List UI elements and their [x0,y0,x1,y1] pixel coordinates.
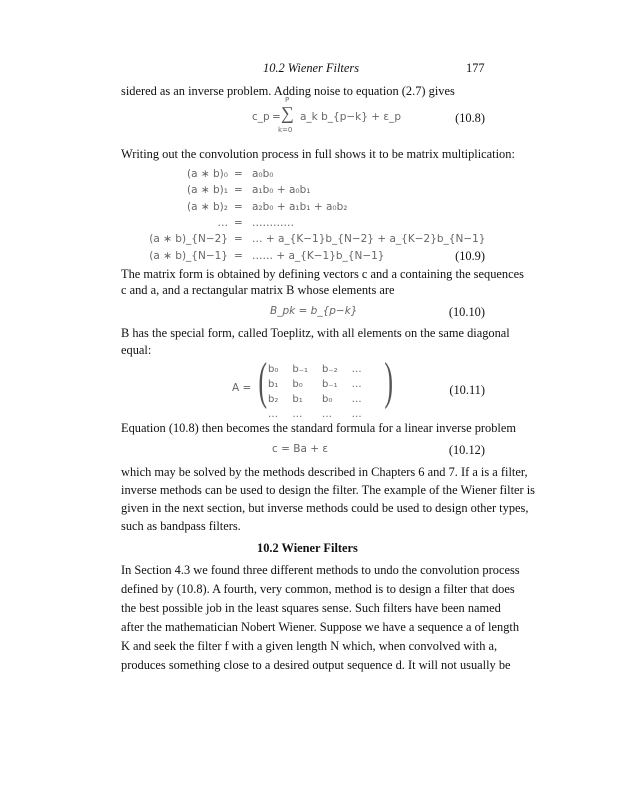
summation-symbol: ∑ [281,103,294,123]
matrix-row [261,392,369,407]
equation-row-lhs: … [217,216,228,229]
text-line: given in the next section, but inverse methods could be used to design other types, [121,501,529,515]
matrix-cell: … [268,409,278,420]
matrix-cell: b₀ [292,379,303,390]
text-line: which may be solved by the methods described in Chapters 6 and 7. If a is a filter, [121,465,528,479]
equation-row-lhs: (a ∗ b)_{N−2} [149,233,228,246]
text-line: Equation (10.8) then becomes the standard formula for a linear inverse problem [121,421,516,435]
text-line: K and seek the filter f with a given length N which, when convolved with a, [121,639,498,653]
matrix-cell: b₂ [268,394,279,405]
matrix-cell: … [351,379,362,390]
matrix-cell: b₀ [268,364,279,375]
equation-row-rhs: … + a_{K−1}b_{N−2} + a_{K−2}b_{N−1} [252,233,486,246]
matrix-row [261,362,369,377]
section-heading: 10.2 Wiener Filters [257,541,358,555]
matrix-cell: b₋₂ [322,364,338,375]
equation-row-lhs: (a ∗ b)₂ [187,200,228,213]
equation-label: (10.11) [449,383,485,397]
text-line: B has the special form, called Toeplitz, with all elements on the same diagonal [121,326,510,340]
equation-row-rhs: a₂b₀ + a₁b₁ + a₀b₂ [252,200,348,213]
text-line: c and a, and a rectangular matrix B whose elements are [121,283,395,297]
matrix-cell: b₀ [322,394,333,405]
equation-label: (10.10) [448,305,485,319]
equation-row-rhs: …… + a_{K−1}b_{N−1} [252,249,385,262]
equation-label: (10.9) [455,249,485,263]
equation-row-lhs: (a ∗ b)₁ [187,184,228,197]
matrix-row [261,407,369,422]
equation-10-10: B_pk = b_{p−k} [270,305,358,317]
text-line: sidered as an inverse problem. Adding noise to equation (2.7) gives [121,84,455,98]
equation-row-eq: = [234,168,243,180]
equation-10-12: c = Ba + ε [272,443,329,455]
matrix-row [261,377,369,392]
equation-row-eq: = [234,200,243,213]
text-line: In Section 4.3 we found three different methods to undo the convolution process [121,563,520,577]
text-line: the best possible job in the least squares sense. Such filters have been named [121,601,501,615]
text-line: equal: [121,343,152,357]
text-line: produces something close to a desired output sequence d. It will not usually be [121,658,511,672]
matrix-cell: … [351,394,362,405]
equation-row-rhs: ………… [252,216,294,229]
matrix-cell: … [292,409,303,420]
text-line: defined by (10.8). A fourth, very common, method is to design a filter that does [121,582,515,596]
matrix-cell: b₁ [292,394,303,405]
equation-label: (10.12) [448,443,485,457]
equation-label: (10.8) [455,111,485,125]
page-number: 177 [466,61,485,75]
equation-row-eq: = [234,184,243,197]
matrix-cell: … [351,409,362,420]
matrix-cell: b₋₁ [292,364,308,375]
text-line: such as bandpass filters. [121,519,241,533]
text-line: The matrix form is obtained by defining vectors c and a containing the sequences [121,267,524,281]
matrix-cell: b₁ [268,379,279,390]
text-line: after the mathematician Nobert Wiener. Suppose we have a sequence a of length [121,620,520,634]
text-line: inverse methods can be used to design the filter. The example of the Wiener filter is [121,483,536,497]
equation-row-lhs: (a ∗ b)_{N−1} [149,249,228,262]
text-line: Writing out the convolution process in full shows it to be matrix multiplication: [121,147,515,161]
left-paren: ( [258,353,267,410]
equation-row-eq: = [234,249,243,262]
matrix-cell: … [322,409,332,420]
equation-row-lhs: (a ∗ b)₀ [187,168,228,180]
matrix-cell: … [351,364,362,375]
equation-row-rhs: a₁b₀ + a₀b₁ [252,184,311,197]
running-header: 10.2 Wiener Filters [263,61,360,75]
equation-row-eq: = [234,216,243,229]
matrix-cell: b₋₁ [322,379,338,390]
document-page: 10.2 Wiener Filters 177 sidered as an inverse problem. Adding noise to equation (2.7) gives c_p = P ∑ k=0 a_k b_{p−k} + ε_p (10.8) Writing out the convolution process in full shows it to be matrix multiplication: (a ∗ b)₀ = a₀b₀ (a ∗ b)₁ = a₁b₀ + a₀b₁ (a ∗ b)₂ = a₂b₀ + a₁b₁ + a₀b₂ … = ………… (a ∗ b)_{N−2} = … + a_{K−1}b_{N−2} + a_{K−2}b_{N−1} (a ∗ b)_{N−1} = …… + a_{K−1}b_{N−1} (10.9) The matrix form is obtained by defining vectors c and a containing the sequences c and a, and a rectangular matrix B whose elements are B_pk = b_{p−k} (10.10) B has the special form, called Toeplitz, with all elements on the same diagonal equal: A = ( b₀ b₋₁ b₋₂ … b₁ b₀ b₋₁ … b₂ b₁ b₀ … … … … … ) (10.11) Equation (10.8) then becomes the standard formula for a linear inverse problem c = Ba + ε (10.12) which may be solved by the methods described in Chapters 6 and 7. If a is a filter, inverse methods can be used to design the filter. The example of the Wiener filter is given in the next section, but inverse methods could be used to design other types, such as bandpass filters. 10.2 Wiener Filters In Section 4.3 we found three different methods to undo the convolution process defined by (10.8). A fourth, very common, method is to design a filter that does the best possible job in the least squares sense. Such filters have been named after the mathematician Nobert Wiener. Suppose we have a sequence a of length K and seek the filter f with a given length N which, when convolved with a, produces something close to a desired output sequence d. It will not usually be [0,0,617,800]
equation-row-eq: = [234,233,243,246]
right-paren: ) [384,353,393,410]
equation-row-rhs: a₀b₀ [252,168,274,180]
